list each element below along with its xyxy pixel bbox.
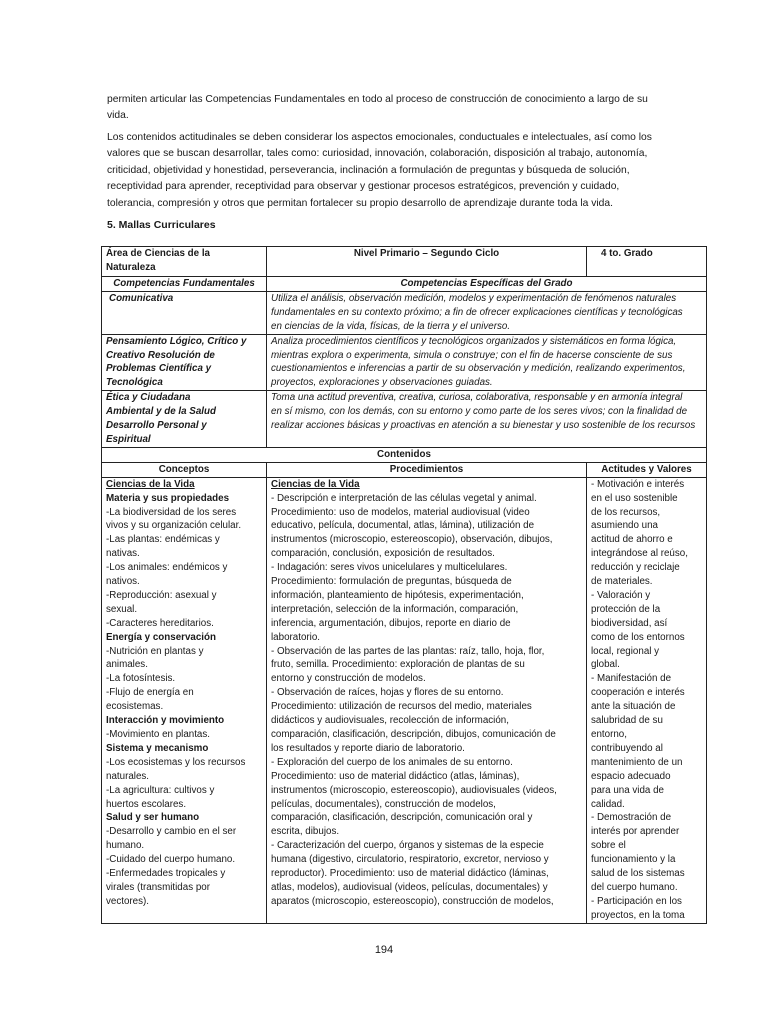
concepto-line: virales (transmitidas por (106, 881, 210, 893)
competencia-description-line: Utiliza el análisis, observación medición, modelos y experimentación de fenómenos naturales (271, 292, 677, 304)
competencia-name-line: Creativo Resolución de (106, 349, 215, 361)
intro-paragraph-1 (107, 92, 667, 125)
column-header-actitudes: Actitudes y Valores (587, 462, 707, 477)
columns-header-row (102, 462, 707, 477)
concepto-line: Interacción y movimiento (106, 715, 225, 727)
competencias-fundamentales-label: Competencias Fundamentales (102, 277, 267, 292)
concepto-line: naturales. (106, 770, 150, 782)
competencia-name-line: Desarrollo Personal y (106, 420, 207, 432)
procedimiento-line: inferencia, argumentación, dibujos, reporte en diario de (271, 617, 511, 629)
competencia-description-line: en ciencias de la vida, físicas, de la tierra y el universo. (271, 320, 511, 332)
actitud-line: protección de la (591, 603, 661, 615)
procedimiento-line: - Observación de las partes de las plantas: raíz, tallo, hoja, flor, (271, 645, 545, 657)
competencia-name-line: Problemas Científica y (106, 363, 212, 375)
concepto-line: Materia y sus propiedades (106, 492, 230, 504)
concepto-line: sexual. (106, 603, 138, 615)
level-cell: Nivel Primario – Segundo Ciclo (267, 247, 587, 277)
procedimiento-line: - Exploración del cuerpo de los animales de su entorno. (271, 756, 513, 768)
competencia-description-line: proyectos, exploraciones y observaciones guiadas. (271, 377, 493, 389)
procedimiento-line: instrumentos (microscopio, estereoscopio), audiovisuales (videos, (271, 784, 557, 796)
procedimiento-line: humana (digestivo, circulatorio, respiratorio, excretor, nervioso y (271, 854, 549, 866)
actitud-line: - Valoración y (591, 589, 651, 601)
actitud-line: reducción y reciclaje (591, 562, 680, 574)
concepto-line: nativos. (106, 576, 140, 588)
column-header-conceptos: Conceptos (102, 462, 267, 477)
concepto-line: -Flujo de energía en (106, 687, 194, 699)
area-cell (102, 247, 267, 277)
procedimiento-line: películas, documentales), construcción de modelos, (271, 798, 496, 810)
competencia-name-line: Pensamiento Lógico, Crítico y (106, 335, 247, 347)
paragraph-line: permiten articular las Competencias Fundamentales en todo al proceso de construcción de conocimiento a largo de su (107, 94, 648, 105)
concepto-line: -Enfermedades tropicales y (106, 868, 226, 880)
concepto-line: -Los animales: endémicos y (106, 562, 228, 574)
actitud-line: de los recursos, (591, 506, 661, 518)
table-header-row (102, 247, 707, 277)
actitud-line: - Manifestación de (591, 673, 672, 685)
concepto-line: huertos escolares. (106, 798, 187, 810)
competencia-description (267, 291, 707, 334)
actitud-line: salud de los sistemas (591, 868, 685, 880)
conceptos-cell (102, 477, 267, 923)
concepto-line: -Cuidado del cuerpo humano. (106, 854, 236, 866)
procedimiento-line: comparación, conclusión, exposición de resultados. (271, 548, 495, 560)
actitud-line: proyectos, en la toma (591, 909, 685, 921)
concepto-line: vivos y su organización celular. (106, 520, 242, 532)
procedimiento-line: Procedimiento: formulación de preguntas, búsqueda de (271, 576, 512, 588)
procedimiento-line: interpretación, selección de la información, comparación, (271, 603, 519, 615)
procedimientos-cell (267, 477, 587, 923)
actitud-line: asumiendo una (591, 520, 658, 532)
concepto-line: -Movimiento en plantas. (106, 729, 211, 740)
procedimiento-line: Procedimiento: uso de modelos, material audiovisual (video (271, 506, 530, 518)
section-title: 5. Mallas Curriculares (107, 219, 216, 231)
paragraph-line: criticidad, objetividad y honestidad, perseverancia, inclinación a formulación de preguntas y búsqueda de solución, (107, 164, 630, 176)
procedimiento-line: - Observación de raíces, hojas y flores de su entorno. (271, 687, 504, 699)
competencia-name (102, 391, 267, 448)
procedimiento-line: comparación, clasificación, descripción, dibujos, comunicación de (271, 729, 556, 740)
competencia-description-line: realizar acciones básicas y proactivas en atención a su bienestar y uso sostenible de los recursos (271, 420, 696, 432)
actitud-line: local, regional y (591, 645, 660, 657)
procedimiento-line: reproductor). Procedimiento: uso de material didáctico (láminas, (271, 868, 549, 880)
competencia-name-line: Ética y Ciudadana (106, 392, 191, 404)
actitud-line: para una vida de (591, 784, 664, 796)
actitud-line: - Participación en los (591, 895, 682, 907)
procedimiento-line: Ciencias de la Vida (271, 478, 360, 490)
procedimiento-line: atlas, modelos), audiovisual (videos, películas, documentales) y (271, 881, 548, 893)
concepto-line: -Las plantas: endémicas y (106, 534, 220, 546)
actitudes-cell (587, 477, 707, 923)
competencias-especificas-label: Competencias Específicas del Grado (267, 277, 707, 292)
actitud-line: actitud de ahorro e (591, 534, 673, 546)
procedimiento-line: aparatos (microscopio, estereoscopio), construcción de modelos, (271, 895, 554, 907)
paragraph-line: tolerancia, compresión y otros que permitan fortalecer su propio desarrollo de aprendizaje durante toda la vida. (107, 197, 613, 209)
paragraph-line: vida. (107, 110, 129, 122)
area-label-line: Naturaleza (106, 261, 156, 273)
competencia-description-line: Analiza procedimientos científicos y tecnológicos organizados y sistemáticos en forma lógica, (271, 335, 677, 347)
actitud-line: interés por aprender (591, 826, 680, 838)
actitud-line: biodiversidad, así (591, 617, 668, 629)
concepto-line: -Reproducción: asexual y (106, 589, 217, 601)
concepto-line: Sistema y mecanismo (106, 742, 209, 754)
competencia-row-pensamiento (102, 334, 707, 391)
concepto-line: humano. (106, 840, 145, 852)
contenidos-body-row (102, 477, 707, 923)
grade-cell: 4 to. Grado (587, 247, 707, 277)
procedimiento-line: escrita, dibujos. (271, 826, 340, 838)
competencia-description (267, 334, 707, 391)
procedimiento-line: didácticos y audiovisuales, recolección de información, (271, 715, 509, 727)
paragraph-line: receptividad para aprender, receptividad para observar y gestionar procesos estratégicos, prevención y cuidado, (107, 181, 620, 193)
actitud-line: global. (591, 659, 620, 671)
procedimiento-line: Procedimiento: utilización de recursos del medio, materiales (271, 701, 532, 713)
competencia-description-line: en sí mismo, con los demás, con su entorno y como parte de los seres vivos; con la finalidad de (271, 406, 688, 418)
procedimiento-line: - Descripción e interpretación de las células vegetal y animal. (271, 492, 537, 504)
actitud-line: mantenimiento de un (591, 756, 683, 768)
actitud-line: cooperación e interés (591, 687, 685, 699)
actitud-line: - Motivación e interés (591, 478, 685, 490)
procedimiento-line: laboratorio. (271, 631, 321, 643)
actitud-line: sobre el (591, 840, 626, 852)
actitud-line: ante la situación de (591, 701, 676, 713)
concepto-line: -La fotosíntesis. (106, 673, 176, 685)
concepto-line: ecosistemas. (106, 701, 164, 713)
actitud-line: espacio adecuado (591, 770, 671, 782)
contenidos-label-row (102, 447, 707, 462)
competencia-name-line: Espiritual (106, 433, 151, 445)
page-number: 194 (374, 944, 394, 956)
curriculum-table (101, 246, 707, 924)
competencia-description (267, 391, 707, 448)
concepto-line: -Caracteres hereditarios. (106, 617, 214, 629)
competencia-name-line: Tecnológica (106, 377, 163, 389)
procedimiento-line: comparación, clasificación, descripción, comunicación oral y (271, 812, 533, 824)
concepto-line: -Nutrición en plantas y (106, 645, 204, 657)
competencia-name-line: Comunicativa (109, 292, 174, 304)
actitud-line: entorno, (591, 729, 627, 740)
competencia-description-line: fundamentales en su contexto próximo; a fin de ofrecer explicaciones científicas y tecnológicas (271, 306, 683, 318)
concepto-line: Salud y ser humano (106, 812, 200, 824)
actitud-line: calidad. (591, 798, 625, 810)
competencia-name-line: Ambiental y de la Salud (106, 406, 216, 418)
actitud-line: - Demostración de (591, 812, 672, 824)
procedimiento-line: los resultados y reporte diario de laboratorio. (271, 742, 465, 754)
paragraph-line: Los contenidos actitudinales se deben considerar los aspectos emocionales, conductuales e intelectuales, así como los (107, 132, 652, 143)
concepto-line: nativas. (106, 548, 140, 560)
paragraph-line: valores que se buscan desarrollar, tales como: curiosidad, innovación, colaboración, disposición al trabajo, autonomía, (107, 148, 648, 160)
actitud-line: integrándose al reúso, (591, 548, 688, 560)
competencia-name (102, 334, 267, 391)
procedimiento-line: - Caracterización del cuerpo, órganos y sistemas de la especie (271, 840, 544, 852)
procedimiento-line: instrumentos (microscopio, estereoscopio), observación, dibujos, (271, 534, 553, 546)
competencia-description-line: Toma una actitud preventiva, creativa, curiosa, colaborativa, responsable y en armonía integral (271, 392, 683, 404)
intro-paragraph-2 (107, 130, 667, 212)
competencia-row-etica (102, 391, 707, 448)
actitud-line: en el uso sostenible (591, 492, 678, 504)
concepto-line: -Los ecosistemas y los recursos (106, 756, 246, 768)
column-header-procedimientos: Procedimientos (267, 462, 587, 477)
actitud-line: contribuyendo al (591, 742, 663, 754)
concepto-line: Ciencias de la Vida (106, 478, 195, 490)
actitud-line: salubridad de su (591, 715, 663, 727)
actitud-line: de materiales. (591, 576, 653, 588)
concepto-line: -Desarrollo y cambio en el ser (106, 826, 237, 838)
concepto-line: -La biodiversidad de los seres (106, 506, 237, 518)
actitud-line: funcionamiento y la (591, 854, 676, 866)
competencias-label-row (102, 277, 707, 292)
concepto-line: Energía y conservación (106, 631, 216, 643)
competencia-name (102, 291, 267, 334)
procedimiento-line: educativo, película, documental, atlas, lámina), utilización de (271, 520, 535, 532)
competencia-description-line: cuestionamientos e inferencias a partir de su observación y medición, realizando experimentos, (271, 363, 686, 375)
competencia-description-line: mientras explora o experimenta, simula o construye; con el fin de hacerse consciente de sus (271, 349, 673, 361)
procedimiento-line: - Indagación: seres vivos unicelulares y multicelulares. (271, 562, 508, 574)
concepto-line: animales. (106, 659, 148, 671)
procedimiento-line: Procedimiento: uso de material didáctico (atlas, láminas), (271, 770, 520, 782)
procedimiento-line: fruto, semilla. Procedimiento: exploración de plantas de su (271, 659, 525, 671)
contenidos-label: Contenidos (102, 447, 707, 462)
actitud-line: como de los entornos (591, 631, 685, 643)
concepto-line: -La agricultura: cultivos y (106, 784, 215, 796)
area-label-line: Área de Ciencias de la (106, 248, 211, 259)
actitud-line: del cuerpo humano. (591, 881, 678, 893)
procedimiento-line: entorno y construcción de modelos. (271, 673, 426, 685)
competencia-row-comunicativa (102, 291, 707, 334)
concepto-line: vectores). (106, 895, 150, 907)
procedimiento-line: información, planteamiento de hipótesis, experimentación, (271, 589, 524, 601)
